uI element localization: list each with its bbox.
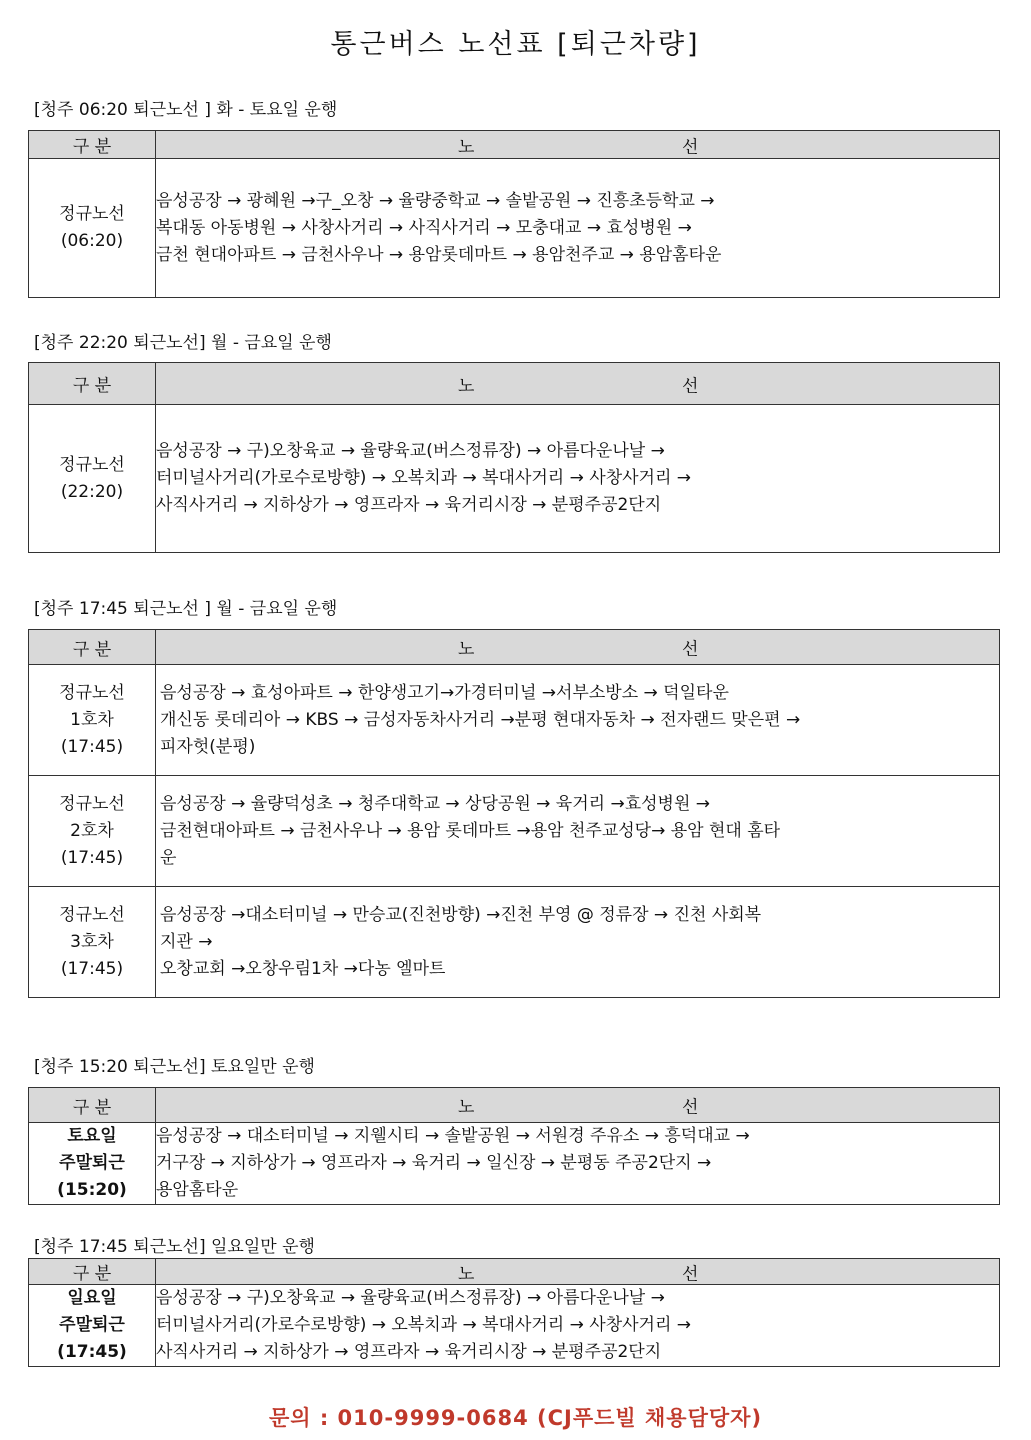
header-route-char-2: 선 xyxy=(682,376,699,396)
header-route-char-1: 노 xyxy=(458,639,475,660)
header-category: 구 분 xyxy=(29,363,156,405)
route-table xyxy=(28,362,1000,553)
route-category: 정규노선 1호차 (17:45) xyxy=(29,665,156,776)
route-category: 정규노선 (22:20) xyxy=(29,405,156,553)
header-route xyxy=(156,363,1000,405)
route-table xyxy=(28,130,1000,298)
page-title: 통근버스 노선표 [퇴근차량] xyxy=(330,29,701,60)
route-category: 정규노선 3호차 (17:45) xyxy=(29,887,156,998)
route-stops: 음성공장 → 효성아파트 → 한양생고기→가경터미널 →서부소방소 → 덕일타운 개신동 롯데리아 → KBS → 금성자동차사거리 →분평 현대자동차 → 전자랜드 맞은편 → 피자헛(분평) xyxy=(156,665,1000,776)
section-heading: [청주 17:45 퇴근노선 ] 월 - 금요일 운행 xyxy=(34,599,338,619)
route-stops: 음성공장 → 대소터미널 → 지웰시티 → 솔밭공원 → 서원경 주유소 → 흥덕대교 → 거구장 → 지하상가 → 영프라자 → 육거리 → 일신장 → 분평동 주공2단지 → 용암홈타운 xyxy=(156,1123,1000,1205)
section-heading: [청주 06:20 퇴근노선 ] 화 - 토요일 운행 xyxy=(34,100,338,120)
header-category: 구 분 xyxy=(29,1088,156,1123)
section-heading: [청주 17:45 퇴근노선] 일요일만 운행 xyxy=(34,1237,315,1257)
header-route-char-1: 노 xyxy=(458,1264,475,1284)
header-route-char-2: 선 xyxy=(682,137,699,157)
route-table xyxy=(28,1087,1000,1205)
route-stops: 음성공장 → 구)오창육교 → 율량육교(버스정류장) → 아름다운나날 → 터미널사거리(가로수로방향) → 오복치과 → 복대사거리 → 사창사거리 → 사직사거리 → 지하상가 → 영프라자 → 육거리시장 → 분평주공2단지 xyxy=(156,1285,1000,1367)
route-category: 정규노선 2호차 (17:45) xyxy=(29,776,156,887)
contact-info: 문의 : 010-9999-0684 (CJ푸드빌 채용담당자) xyxy=(268,1406,763,1430)
header-category: 구 분 xyxy=(29,131,156,159)
route-stops: 음성공장 → 광혜원 →구_오창 → 율량중학교 → 솔밭공원 → 진흥초등학교 → 복대동 아동병원 → 사창사거리 → 사직사거리 → 모충대교 → 효성병원 → 금천 현대아파트 → 금천사우나 → 용암롯데마트 → 용암천주교 → 용암홈타운 xyxy=(156,159,1000,298)
route-table xyxy=(28,1258,1000,1367)
route-stops: 음성공장 → 율량덕성초 → 청주대학교 → 상당공원 → 육거리 →효성병원 → 금천현대아파트 → 금천사우나 → 용암 롯데마트 →용암 천주교성당→ 용암 현대 홈타 운 xyxy=(156,776,1000,887)
header-route xyxy=(156,630,1000,665)
section-heading: [청주 15:20 퇴근노선] 토요일만 운행 xyxy=(34,1057,315,1077)
header-route xyxy=(156,1088,1000,1123)
header-category: 구 분 xyxy=(29,1259,156,1285)
route-category: 토요일 주말퇴근 (15:20) xyxy=(29,1123,156,1205)
header-route xyxy=(156,1259,1000,1285)
header-route-char-1: 노 xyxy=(458,137,475,157)
route-category: 일요일 주말퇴근 (17:45) xyxy=(29,1285,156,1367)
header-route-char-1: 노 xyxy=(458,376,475,396)
header-route-char-1: 노 xyxy=(458,1097,475,1118)
header-category: 구 분 xyxy=(29,630,156,665)
section-heading: [청주 22:20 퇴근노선] 월 - 금요일 운행 xyxy=(34,333,332,353)
header-route-char-2: 선 xyxy=(682,1097,699,1118)
route-table xyxy=(28,629,1000,998)
route-stops: 음성공장 →대소터미널 → 만승교(진천방향) →진천 부영 @ 정류장 → 진천 사회복 지관 → 오창교회 →오창우림1차 →다농 엘마트 xyxy=(156,887,1000,998)
header-route-char-2: 선 xyxy=(682,1264,699,1284)
route-stops: 음성공장 → 구)오창육교 → 율량육교(버스정류장) → 아름다운나날 → 터미널사거리(가로수로방향) → 오복치과 → 복대사거리 → 사창사거리 → 사직사거리 → 지하상가 → 영프라자 → 육거리시장 → 분평주공2단지 xyxy=(156,405,1000,553)
route-category: 정규노선 (06:20) xyxy=(29,159,156,298)
header-route xyxy=(156,131,1000,159)
header-route-char-2: 선 xyxy=(682,639,699,660)
